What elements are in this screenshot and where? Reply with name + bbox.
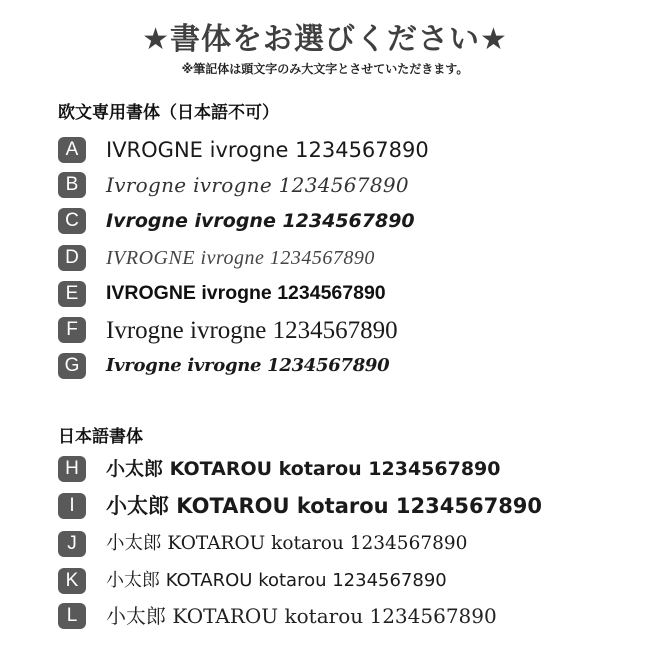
option-letter-badge: L — [58, 603, 86, 629]
font-sample: 小太郎 KOTAROU kotarou 1234567890 — [106, 532, 468, 554]
font-sample: Ivrogne ivrogne 1234567890 — [106, 355, 390, 376]
option-letter-badge: H — [58, 456, 86, 482]
font-option-a[interactable] — [58, 137, 429, 163]
font-sample: Ivrogne ivrogne 1234567890 — [106, 173, 409, 197]
page-title: ★書体をお選びください★ — [142, 22, 508, 57]
section-heading-western: 欧文専用書体（日本語不可） — [58, 103, 279, 123]
font-option-c[interactable] — [58, 208, 415, 234]
font-option-d[interactable] — [58, 245, 375, 271]
option-letter-badge: B — [58, 172, 86, 198]
option-letter-badge: E — [58, 281, 86, 307]
font-option-h[interactable] — [58, 456, 501, 482]
option-letter-badge: J — [58, 531, 86, 557]
section-heading-japanese: 日本語書体 — [58, 427, 143, 447]
font-sample: IVROGNE ivrogne 1234567890 — [106, 282, 386, 305]
font-option-k[interactable] — [58, 568, 447, 594]
font-sample: 小太郎 KOTAROU kotarou 1234567890 — [106, 457, 501, 480]
font-option-l[interactable] — [58, 603, 497, 629]
font-option-i[interactable] — [58, 493, 542, 519]
font-sample: IVROGNE ivrogne 1234567890 — [106, 137, 429, 162]
font-option-j[interactable] — [58, 531, 467, 557]
font-sample: IVROGNE ivrogne 1234567890 — [106, 247, 375, 269]
font-sample: 小太郎 KOTAROU kotarou 1234567890 — [106, 604, 497, 628]
font-sample: Ivrogne ivrogne 1234567890 — [106, 316, 398, 344]
font-sample: 小太郎 KOTAROU kotarou 1234567890 — [106, 570, 447, 591]
option-letter-badge: C — [58, 208, 86, 234]
font-option-f[interactable] — [58, 317, 398, 343]
option-letter-badge: I — [58, 493, 86, 519]
font-sample: 小太郎 KOTAROU kotarou 1234567890 — [106, 493, 543, 518]
font-sample: Ivrogne ivrogne 1234567890 — [106, 209, 415, 232]
option-letter-badge: F — [58, 317, 86, 343]
option-letter-badge: G — [58, 353, 86, 379]
option-letter-badge: K — [58, 568, 86, 594]
font-option-e[interactable] — [58, 281, 386, 307]
option-letter-badge: A — [58, 137, 86, 163]
cursive-note: ※筆記体は頭文字のみ大文字とさせていただきます。 — [181, 62, 469, 76]
option-letter-badge: D — [58, 245, 86, 271]
font-option-g[interactable] — [58, 353, 389, 379]
font-option-b[interactable] — [58, 172, 409, 198]
